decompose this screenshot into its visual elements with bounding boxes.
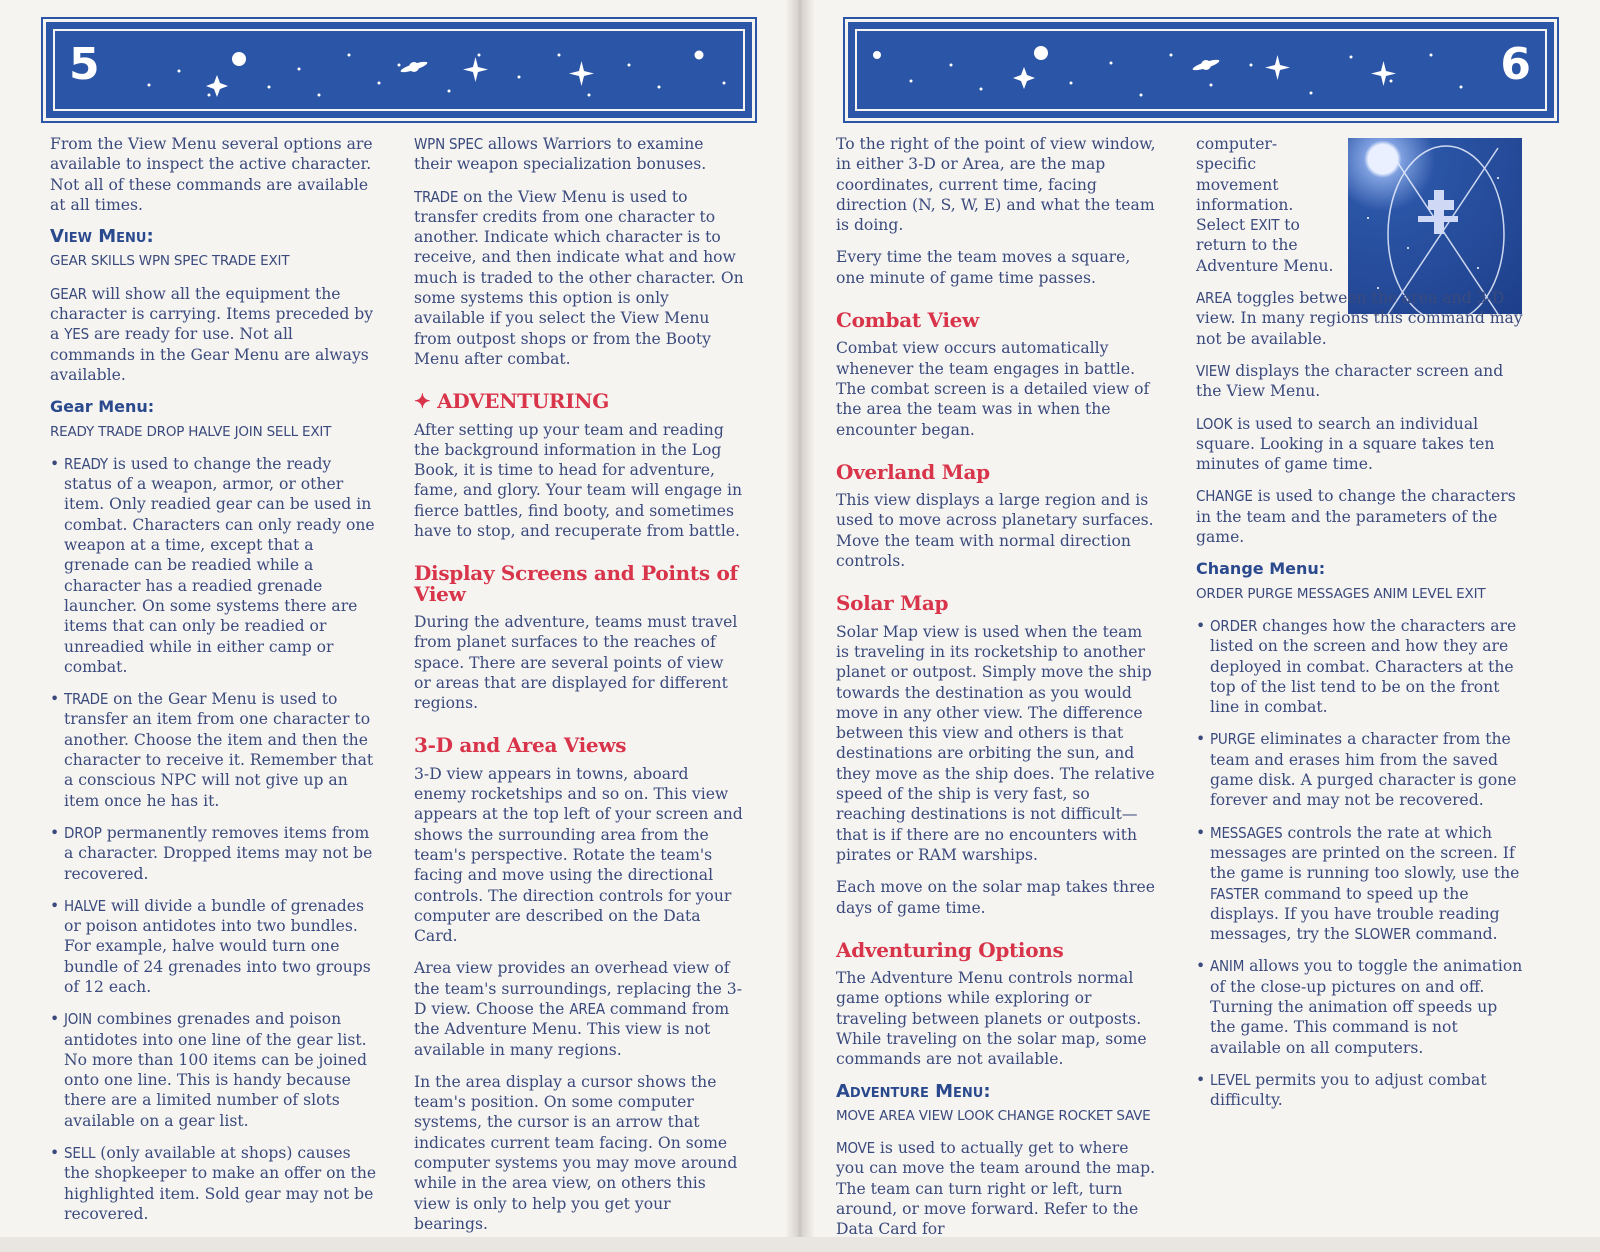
- command-name: ORDER: [1210, 616, 1258, 635]
- starfield-banner-right: [848, 22, 1554, 118]
- command-name: TRADE: [64, 690, 109, 709]
- bullet-item: [50, 689, 380, 811]
- section-heading: Combat View: [836, 308, 979, 333]
- paragraph: [50, 284, 380, 385]
- section-heading: 3-D and Area Views: [414, 733, 627, 758]
- section-heading: Overland Map: [836, 459, 990, 484]
- paragraph: [1196, 134, 1336, 276]
- text: displays the character screen and the View Menu.: [1196, 361, 1504, 401]
- bullet-item: [50, 896, 380, 997]
- view-menu-items: GEAR SKILLS WPN SPEC TRADE EXIT: [50, 253, 290, 270]
- text: command from the Adventure Menu. This view is not available in many regions.: [414, 999, 730, 1059]
- paragraph: [414, 187, 744, 370]
- command-name: MOVE: [836, 1139, 875, 1158]
- adventure-menu-heading: Adventure Menu:: [836, 1080, 991, 1102]
- text: is used to change the ready status of a weapon, armor, or other item. Only readied gear can be used in combat. Characters can only ready one weapon at a time, except that a grenade can be readied while a character has a readied grenade launcher. On some systems there are items that can only be readied or unreadied while in either camp or combat.: [64, 454, 375, 676]
- paragraph: This view displays a large region and is used to move across planetary surfaces. Move the team with normal direction controls.: [836, 491, 1154, 571]
- starfield-banner-left: [46, 22, 752, 118]
- text: allows Warriors to examine their weapon specialization bonuses.: [414, 135, 707, 174]
- section-heading: ✦ ADVENTURING: [414, 389, 610, 414]
- text: (only available at shops) causes the shopkeeper to make an offer on the highlighted item. Sold gear may not be recovered.: [64, 1144, 377, 1223]
- text: on the View Menu is used to transfer credits from one character to another. Indicate which character is to receive, and then indicate what and how much is traded to the other character. On some systems this option is only available if you select the View Menu from outpost shops or from the Booty Menu after combat.: [414, 187, 744, 368]
- page-number: 5: [69, 39, 100, 90]
- command-name: AREA: [569, 999, 605, 1018]
- paragraph: Solar Map view is used when the team is traveling in its rocketship to another planet or outpost. Simply move the ship towards the destination as you would move in any other view. The difference between this view and others is that destinations are orbiting the sun, and they move as the ship does. The relative speed of the ship is very fast, so reaching destinations is not difficult—that is if there are no encounters with pirates or RAM warships.: [836, 622, 1155, 864]
- section-heading: Solar Map: [836, 591, 949, 616]
- command-name: AREA: [1196, 289, 1232, 308]
- bullet-item: [1196, 1070, 1526, 1111]
- command-name: WPN SPEC: [414, 135, 483, 153]
- command-name: YES: [64, 325, 90, 344]
- paragraph: The Adventure Menu controls normal game options while exploring or traveling between planets or outposts. While traveling on the solar map, some commands are not available.: [836, 969, 1147, 1069]
- text: is used to search an individual square. Looking in a square takes ten minutes of game time.: [1196, 414, 1495, 474]
- paragraph: [1196, 361, 1526, 402]
- paragraph: [1196, 486, 1526, 547]
- text: will divide a bundle of grenades or poison antidotes into two bundles. For example, halve would turn one bundle of 24 grenades into two groups of 12 each.: [64, 896, 371, 996]
- paragraph: [414, 134, 744, 175]
- command-name: HALVE: [64, 896, 107, 915]
- command-name: SLOWER: [1354, 925, 1411, 944]
- command-name: READY: [64, 454, 108, 473]
- command-name: PURGE: [1210, 730, 1256, 749]
- bullet-item: [1196, 823, 1526, 945]
- right-column-1: [836, 134, 1160, 1252]
- command-name: EXIT: [1250, 216, 1280, 235]
- adventure-menu-items: MOVE AREA VIEW LOOK CHANGE ROCKET SAVE: [836, 1107, 1151, 1124]
- paragraph: Combat view occurs automatically whenever the team engages in battle. The combat screen is a detailed view of the area the team was in when the encounter began.: [836, 339, 1150, 439]
- command-name: GEAR: [50, 284, 87, 303]
- left-column-1: [50, 134, 380, 1236]
- text: controls the rate at which messages are printed on the screen. If the game is running too slowly, use the: [1210, 823, 1520, 883]
- paragraph: Each move on the solar map takes three days of game time.: [836, 878, 1155, 917]
- starfield-art: [851, 25, 1551, 115]
- paragraph: [1196, 414, 1526, 475]
- command-name: TRADE: [414, 187, 459, 206]
- command-name: DROP: [64, 823, 102, 842]
- section-heading: Display Screens and Points of View: [414, 561, 738, 606]
- paragraph: From the View Menu several options are available to inspect the active character. Not all of these commands are available at all times.: [50, 135, 373, 214]
- command-name: LEVEL: [1210, 1070, 1251, 1089]
- text: are ready for use. Not all commands in the Gear Menu are always available.: [50, 325, 369, 384]
- bullet-item: [50, 454, 380, 677]
- page-gutter: [786, 0, 814, 1237]
- text: changes how the characters are listed on the screen and how they are deployed in combat. Characters at the top of the list tend to be on the front line in combat.: [1210, 616, 1517, 717]
- bullet-item: [1196, 956, 1526, 1057]
- paragraph: In the area display a cursor shows the team's position. On some computer systems, the cursor is an arrow that indicates current team facing. On some computer systems you may move around while in the area view, on others this view is only to help you get your bearings.: [414, 1072, 738, 1233]
- command-name: MESSAGES: [1210, 823, 1283, 842]
- text: computer-specific movement information. Select: [1196, 135, 1294, 235]
- bullet-item: [1196, 616, 1526, 717]
- paragraph: To the right of the point of view window, in either 3-D or Area, are the map coordinates, current time, facing direction (N, S, W, E) and what the team is doing.: [836, 135, 1156, 235]
- paragraph: [414, 958, 744, 1059]
- right-column-2: [1196, 134, 1526, 1122]
- command-name: VIEW: [1196, 361, 1231, 380]
- text: eliminates a character from the team and erases him from the saved game disk. A purged character is gone forever and may not be recovered.: [1210, 730, 1517, 810]
- text: allows you to toggle the animation of the close-up pictures on and off. Turning the animation off speeds up the game. This command is not available on all computers.: [1210, 957, 1523, 1057]
- bullet-item: [50, 1009, 380, 1131]
- command-name: FASTER: [1210, 884, 1260, 903]
- paragraph: During the adventure, teams must travel from planet surfaces to the reaches of space. There are several points of view or areas that are displayed for different regions.: [414, 612, 738, 713]
- command-name: CHANGE: [1196, 487, 1253, 506]
- text: combines grenades and poison antidotes into one line of the gear list. No more than 100 items can be joined onto one line. This is handy because there are a limited number of slots available on a gear list.: [64, 1010, 368, 1130]
- starfield-art: [49, 25, 749, 115]
- change-menu-items: ORDER PURGE MESSAGES ANIM LEVEL EXIT: [1196, 585, 1486, 602]
- command-name: SELL: [64, 1144, 96, 1163]
- text: permanently removes items from a character. Dropped items may not be recovered.: [64, 823, 373, 883]
- paragraph: Every time the team moves a square, one minute of game time passes.: [836, 248, 1131, 287]
- bullet-item: [50, 1143, 380, 1224]
- text: on the Gear Menu is used to transfer an item from one character to another. Choose the item and then the character to receive it. Remember that a conscious NPC will not give up an item once he has it.: [64, 690, 374, 810]
- bullet-item: [1196, 729, 1526, 810]
- paragraph: 3-D view appears in towns, aboard enemy rocketships and so on. This view appears at the top left of your screen and shows the surrounding area from the team's perspective. Rotate the team's facing and move using the directional controls. The direction controls for your computer are described on the Data Card.: [414, 764, 743, 946]
- text: will show all the equipment the character is carrying. Items preceded by a: [50, 284, 374, 344]
- view-menu-heading: View Menu:: [50, 226, 154, 248]
- gear-menu-heading: Gear Menu:: [50, 397, 155, 417]
- text: is used to change the characters in the team and the parameters of the game.: [1196, 487, 1516, 547]
- command-name: LOOK: [1196, 414, 1233, 433]
- text: Area view provides an overhead view of the team's surroundings, replacing the 3-D view. Choose the: [414, 959, 742, 1018]
- command-name: ANIM: [1210, 957, 1245, 976]
- command-name: JOIN: [64, 1010, 92, 1029]
- bullet-item: [50, 823, 380, 884]
- paragraph: After setting up your team and reading the background information in the Log Book, it is time to head for adventure, fame, and glory. Your team will engage in fierce battles, find booty, and sometimes have to stop, and recuperate from battle.: [414, 420, 743, 541]
- text: command to speed up the displays. If you have trouble reading messages, try the: [1210, 884, 1500, 944]
- left-column-2: [414, 134, 744, 1246]
- paragraph: [836, 1138, 1160, 1239]
- page-number: 6: [1500, 39, 1531, 90]
- text: to return to the Adventure Menu.: [1196, 216, 1334, 275]
- text: is used to actually get to where you can move the team around the map. The team can turn right or left, turn around, or move forward. Refer to the Data Card for: [836, 1139, 1156, 1239]
- gear-menu-items: READY TRADE DROP HALVE JOIN SELL EXIT: [50, 423, 332, 440]
- text: command.: [1410, 925, 1498, 944]
- text: toggles between the area and 3-D view. In many regions this command may not be available.: [1196, 289, 1523, 348]
- paragraph: [1196, 288, 1526, 349]
- text: permits you to adjust combat difficulty.: [1210, 1070, 1487, 1110]
- change-menu-heading: Change Menu:: [1196, 559, 1326, 579]
- section-heading: Adventuring Options: [836, 937, 1064, 962]
